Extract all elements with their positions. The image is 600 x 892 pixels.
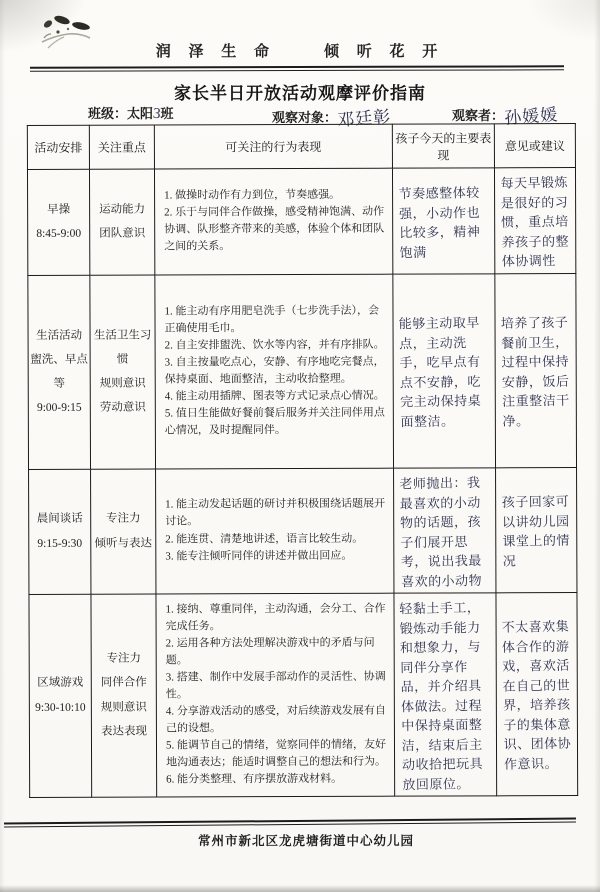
class-label: 班级：太阳: [88, 106, 154, 121]
activity-time: 9:00-9:15: [36, 401, 82, 415]
handwritten-performance: 老师抛出：我最喜欢的小动物的话题，孩子们展开思考，说出我最喜欢的小动物: [399, 474, 483, 589]
activity-name: 生活活动: [36, 329, 83, 342]
performance-cell: [392, 168, 494, 274]
behavior-item: 3. 自主按量吃点心，安静、有序地吃完餐点，保持桌面、地面整洁，主动收拾整理。: [164, 355, 385, 386]
focus-item: 团队意识: [99, 227, 146, 240]
footer-divider: [4, 818, 576, 828]
column-header-behaviors: 可关注的行为表现: [154, 124, 392, 169]
behavior-item: 2. 能连贯、清楚地讲述，语言比较生动。: [165, 532, 364, 545]
activity-time: 8:45-9:00: [36, 228, 82, 241]
slogan-left: 润 泽 生 命: [155, 44, 276, 60]
table-row-life-activity: [28, 273, 577, 469]
focus-item: 同伴合作: [100, 676, 147, 690]
behavior-item: 1. 能主动发起话题的研讨并积极围绕话题展开讨论。: [165, 498, 386, 528]
behavior-item: 1. 能主动有序用肥皂洗手（七步洗手法），会正确使用毛巾。: [164, 304, 379, 335]
focus-item: 生活卫生习惯: [93, 329, 152, 366]
behavior-item: 2. 自主安排盥洗、饮水等内容，并有序排队。: [164, 338, 385, 352]
observer-field: [452, 100, 559, 128]
table-row-area-games: [29, 592, 578, 797]
focus-cell: [91, 469, 156, 594]
focus-item: 规则意识: [99, 377, 146, 390]
class-field: [88, 103, 174, 123]
evaluation-table: [27, 123, 578, 797]
activity-cell: [28, 275, 91, 469]
handwritten-performance: 轻黏土手工，锻炼动手能力和想象力，与同伴分享作品，并介绍具体做法。过程中保持桌面整洁，结束后主动收拾把玩具放回原位。: [399, 599, 484, 792]
school-slogan: [0, 40, 600, 61]
focus-cell: [89, 169, 154, 275]
activity-name: 晨间谈话: [36, 513, 83, 526]
class-value-handwritten: 3: [152, 105, 162, 123]
column-header-focus: 关注重点: [89, 125, 154, 169]
handwritten-performance: 节奏感整体较强，小动作也比较多，精神饱满: [398, 184, 481, 260]
behavior-item: 5. 能调节自己的情绪，觉察同伴的情绪，友好地沟通表达；能适时调整自己的想法和行为。: [165, 738, 387, 769]
behavior-item: 2. 乐于与同伴合作做操，感受精神饱满、动作协调、队形整齐带来的美感，体验个体和团队之间的关系。: [164, 205, 385, 253]
handwritten-suggestion: 孩子回家可以讲幼儿园课堂上的情况: [501, 493, 571, 569]
suggestion-cell: [494, 168, 575, 274]
observe-target-label: 观察对象：: [272, 110, 338, 125]
handwritten-performance: 能够主动取早点，主动洗手，吃早点有点不安静，吃完主动保持桌面整洁。: [398, 314, 482, 429]
behaviors-cell: [154, 168, 392, 274]
focus-item: 专注力: [106, 652, 141, 665]
handwritten-suggestion: 培养了孩子餐前卫生，过程中保持安静，饭后注重整洁干净。: [500, 314, 570, 429]
column-header-suggestion: 意见或建议: [494, 124, 575, 168]
page-title: 家长半日开放活动观摩评价指南: [174, 84, 426, 103]
activity-name: 区域游戏: [37, 677, 84, 690]
header-divider: [30, 65, 564, 71]
observe-target-value-handwritten: 邓廷彰: [336, 107, 392, 130]
performance-cell: [394, 467, 496, 592]
observer-value-handwritten: 孙媛媛: [503, 105, 559, 128]
handwritten-suggestion: 每天早锻炼是很好的习惯，重点培养孩子的整体协调性: [500, 174, 570, 269]
handwritten-suggestion: 不太喜欢集体合作的游戏，喜欢活在自己的世界，培养孩子的集体意识、团体协作意识。: [501, 618, 572, 772]
observer-label: 观察者：: [452, 108, 505, 123]
activity-name: 早操: [47, 203, 71, 216]
suggestion-cell: [495, 273, 577, 467]
behavior-item: 4. 分享游戏活动的感受，对后续游戏发展有自己的设想。: [165, 704, 386, 735]
focus-cell: [90, 275, 156, 469]
behavior-item: 2. 运用各种方法处理解决游戏中的矛盾与问题。: [165, 636, 375, 667]
activity-cell: [29, 469, 91, 594]
focus-item: 专注力: [105, 512, 141, 526]
activity-detail: 盥洗、早点等: [30, 353, 88, 390]
table-header-row: [27, 124, 575, 170]
suggestion-cell: [496, 467, 577, 592]
activity-cell: [27, 169, 89, 275]
focus-item: 规则意识: [100, 701, 147, 714]
activity-cell: [29, 594, 92, 797]
behavior-item: 6. 能分类整理、有序摆放游戏材料。: [166, 773, 343, 786]
behaviors-cell: [155, 274, 394, 469]
table-row-morning-talk: [29, 467, 577, 594]
activity-time: 9:15-9:30: [37, 537, 83, 550]
column-header-activity: 活动安排: [27, 125, 89, 169]
activity-time: 9:30-10:10: [35, 701, 86, 714]
slogan-right: 倾 听 花 开: [324, 44, 445, 60]
class-suffix: 班: [160, 106, 174, 121]
suggestion-cell: [496, 592, 578, 795]
column-header-performance: 孩子今天的主要表现: [392, 124, 494, 168]
focus-cell: [91, 594, 157, 797]
performance-cell: [393, 273, 496, 467]
behavior-item: 3. 能专注倾听同伴的讲述并做出回应。: [165, 549, 353, 563]
performance-cell: [394, 592, 497, 795]
focus-item: 劳动意识: [99, 401, 146, 414]
behavior-item: 5. 值日生能做好餐前餐后服务并关注同伴用点心情况，及时提醒同伴。: [164, 406, 385, 437]
focus-item: 运动能力: [99, 203, 146, 216]
behavior-item: 4. 能主动用插牌、图表等方式记录点心情况。: [164, 389, 385, 403]
focus-item: 表达表现: [100, 725, 147, 738]
focus-item: 倾听与表达: [94, 537, 153, 550]
behaviors-cell: [156, 468, 394, 594]
table-row-morning-exercise: [27, 168, 575, 275]
behavior-item: 3. 搭建、制作中发展手部动作的灵活性、协调性。: [165, 670, 386, 701]
school-name: 常州市新北区龙虎塘街道中心幼儿园: [197, 834, 414, 848]
behaviors-cell: [156, 593, 395, 797]
behavior-item: 1. 做操时动作有力到位，节奏感强。: [164, 189, 341, 202]
behavior-item: 1. 接纳、尊重同伴，主动沟通，会分工、合作完成任务。: [165, 602, 386, 633]
form-info-line: [0, 100, 600, 130]
